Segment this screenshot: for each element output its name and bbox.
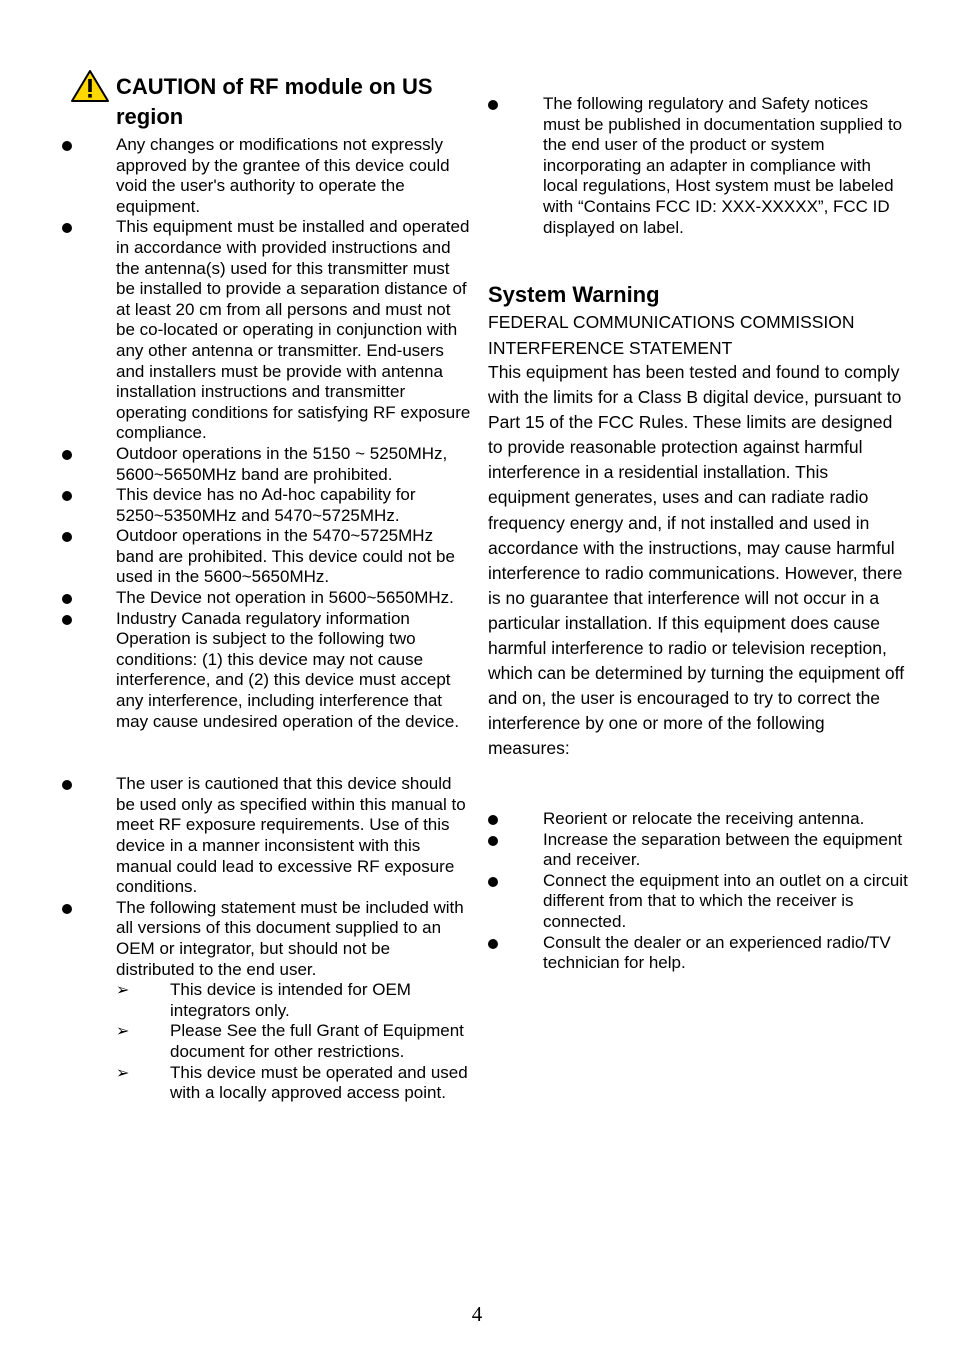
sub-list-item-text: This device is intended for OEM integrators only. <box>170 980 411 1020</box>
system-warning-title: System Warning <box>488 282 660 307</box>
list-item-text: This equipment must be installed and operated in accordance with provided instructions and the antenna(s) used for this transmitter must be installed to provide a separation distance of at least 20 cm from all persons and must not be co-located or operating in conjunction with any other antenna or transmitter. End-users and installers must be provide with antenna installation instructions and transmitter operating conditions for satisfying RF exposure compliance. <box>116 217 471 443</box>
bullet-icon <box>62 223 72 233</box>
sub-list-item <box>116 1021 472 1062</box>
list-item-text: The user is cautioned that this device should be used only as specified within this manual to meet RF exposure requirements. Use of this device in a manner inconsistent with this manual could lead to excessive RF exposure conditions. <box>116 774 466 897</box>
fcc-statement: This equipment has been tested and found to comply with the limits for a Class B digital device, pursuant to Part 15 of the FCC Rules. These limits are designed to provide reasonable protection against harmful interference in a residential installation. This equipment generates, uses and can radiate radio frequency energy and, if not installed and used in accordance with the instructions, may cause harmful interference to radio communications. However, there is no guarantee that interference will not occur in a particular installation. If this equipment does cause harmful interference to radio or television reception, which can be determined by turning the equipment off and on, the user is encouraged to try to correct the interference by one or more of the following measures: <box>488 362 905 759</box>
regulatory-notice-list <box>488 94 908 238</box>
list-item-text: Increase the separation between the equipment and receiver. <box>543 829 903 870</box>
list-item-text: Consult the dealer or an experienced radio/TV technician for help. <box>543 932 891 973</box>
page-number: 4 <box>471 1302 483 1326</box>
measures-list <box>488 809 908 974</box>
sub-list-item <box>116 1063 472 1104</box>
list-item-text: Industry Canada regulatory information Operation is subject to the following two conditions: (1) this device may not cause interference, and (2) this device must accept any interference, including interference that may cause undesired operation of the device. <box>116 608 460 731</box>
list-item <box>488 809 908 830</box>
oem-sub-list <box>116 980 472 1104</box>
sub-list-item-text: This device must be operated and used with a locally approved access point. <box>170 1062 468 1103</box>
warning-triangle-icon <box>70 69 110 103</box>
bullet-icon <box>62 615 72 625</box>
list-item-text: Reorient or relocate the receiving antenna. <box>543 809 865 828</box>
list-item-text: Any changes or modifications not expressly approved by the grantee of this device could void the user's authority to operate the equipment. <box>116 135 450 216</box>
list-item <box>62 217 472 444</box>
list-item <box>488 933 908 974</box>
caution-list <box>62 135 472 1104</box>
bullet-icon <box>62 491 72 501</box>
list-item <box>62 485 472 526</box>
list-item-text: Outdoor operations in the 5470~5725MHz band are prohibited. This device could not be used in the 5600~5650MHz. <box>116 526 455 587</box>
list-item <box>62 588 472 609</box>
bullet-icon <box>62 780 72 790</box>
list-item <box>62 135 472 217</box>
sub-list-item-text: Please See the full Grant of Equipment document for other restrictions. <box>170 1021 464 1061</box>
list-item-text: The Device not operation in 5600~5650MHz. <box>116 588 454 608</box>
bullet-icon <box>62 450 72 460</box>
list-item-text: The following statement must be included with all versions of this document supplied to an OEM or integrator, but should not be distributed to the end user. <box>116 897 464 979</box>
fcc-heading: FEDERAL COMMUNICATIONS COMMISSION INTERFERENCE STATEMENT <box>488 312 855 358</box>
arrow-bullet-icon: ➢ <box>116 980 130 1000</box>
bullet-icon <box>62 594 72 604</box>
list-item-text: Outdoor operations in the 5150 ~ 5250MHz, 5600~5650MHz band are prohibited. <box>116 443 448 484</box>
list-item-text: The following regulatory and Safety notices must be published in documentation supplied to the end user of the product or system incorporating an adapter in compliance with local regulations, Host system must be labeled with “Contains FCC ID: XXX-XXXXX”, FCC ID displayed on label. <box>543 94 903 237</box>
spacer <box>62 753 472 774</box>
list-item-text: This device has no Ad-hoc capability for 5250~5350MHz and 5470~5725MHz. <box>116 485 416 525</box>
arrow-bullet-icon: ➢ <box>116 1021 130 1041</box>
bullet-icon <box>488 836 498 846</box>
caution-title-text: CAUTION of RF module on US region <box>116 74 433 129</box>
list-item <box>62 898 472 1104</box>
bullet-icon <box>62 904 72 914</box>
bullet-icon <box>488 100 498 110</box>
list-item <box>62 609 472 733</box>
list-item-text: Connect the equipment into an outlet on a circuit different from that to which the receiver is connected. <box>543 870 908 931</box>
bullet-icon <box>488 939 498 949</box>
list-item <box>488 871 908 933</box>
caution-heading <box>116 72 496 132</box>
sub-list-item <box>116 980 472 1021</box>
spacer <box>62 732 472 753</box>
bullet-icon <box>62 141 72 151</box>
list-item <box>62 444 472 485</box>
arrow-bullet-icon: ➢ <box>116 1062 130 1082</box>
list-item <box>62 774 472 898</box>
bullet-icon <box>488 815 498 825</box>
list-item <box>488 830 908 871</box>
bullet-icon <box>62 532 72 542</box>
list-item <box>62 526 472 588</box>
list-item <box>488 94 908 238</box>
bullet-icon <box>488 877 498 887</box>
